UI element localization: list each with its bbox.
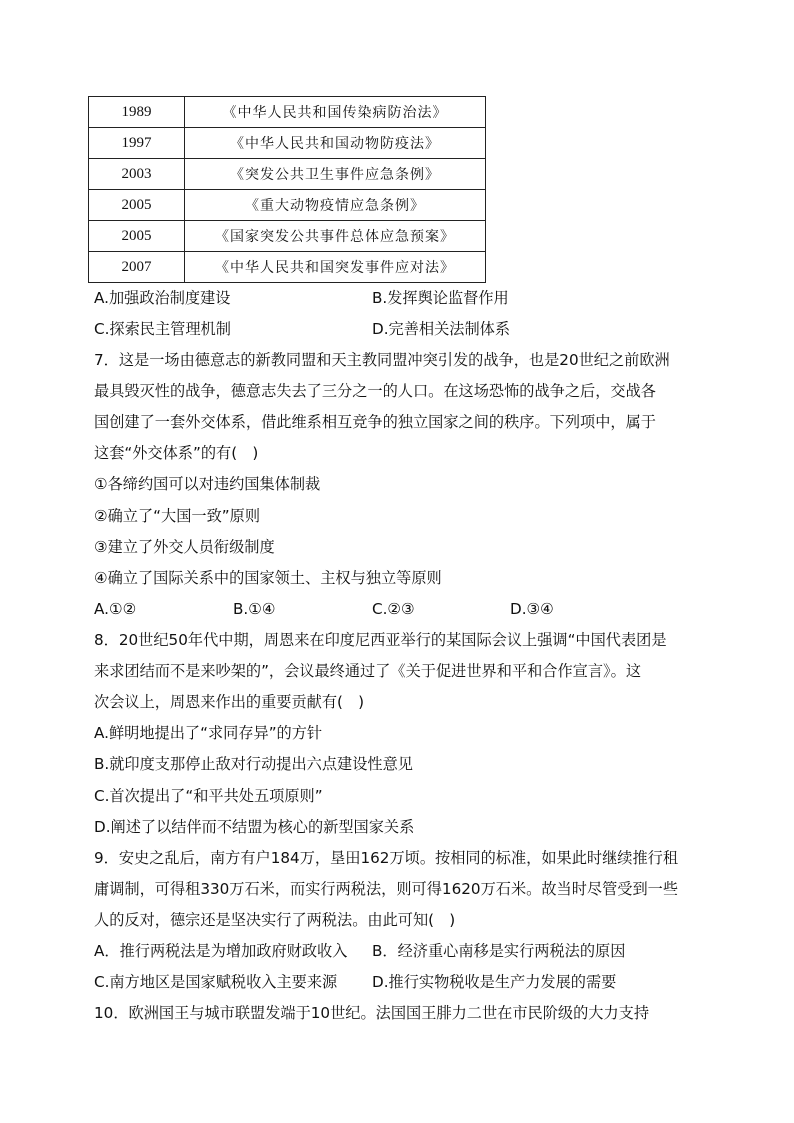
q9-stem-line: 人的反对，德宗还是坚决实行了两税法。由此可知( ) [94, 911, 456, 929]
q9-option-d: D.推行实物税收是生产力发展的需要 [372, 973, 617, 991]
laws-table [88, 96, 486, 283]
q8-stem-line: 次会议上，周恩来作出的重要贡献有( ) [94, 693, 365, 711]
q10-stem-line: 10．欧洲国王与城市联盟发端于10世纪。法国国王腓力二世在市民阶级的大力支持 [94, 1004, 650, 1022]
law-cell: 《中华人民共和国突发事件应对法》 [185, 252, 486, 283]
year-cell: 2007 [89, 252, 185, 283]
q9-stem-line: 9．安史之乱后，南方有户184万，垦田162万顷。按相同的标准，如果此时继续推行租 [94, 849, 679, 867]
law-cell: 《中华人民共和国传染病防治法》 [185, 97, 486, 128]
q8-option-c: C.首次提出了“和平共处五项原则” [94, 787, 323, 805]
q8-option-d: D.阐述了以结伴而不结盟为核心的新型国家关系 [94, 818, 415, 836]
year-cell: 1997 [89, 128, 185, 159]
q7-stem-line: 国创建了一套外交体系，借此维系相互竞争的独立国家之间的秩序。下列项中，属于 [94, 413, 656, 431]
law-cell: 《重大动物疫情应急条例》 [185, 190, 486, 221]
q7-item: ①各缔约国可以对违约国集体制裁 [94, 475, 321, 493]
year-cell: 2003 [89, 159, 185, 190]
q9-stem-line: 庸调制，可得租330万石米，而实行两税法，则可得1620万石米。故当时尽管受到一些 [94, 880, 679, 898]
law-cell: 《突发公共卫生事件应急条例》 [185, 159, 486, 190]
law-cell: 《国家突发公共事件总体应急预案》 [185, 221, 486, 252]
q6-option-a: A.加强政治制度建设 [94, 289, 231, 307]
q7-option-c: C.②③ [372, 600, 415, 618]
q7-stem-line: 最具毁灭性的战争，德意志失去了三分之一的人口。在这场恐怖的战争之后，交战各 [94, 382, 656, 400]
year-cell: 1989 [89, 97, 185, 128]
q7-item: ②确立了“大国一致”原则 [94, 507, 261, 525]
q9-option-a: A．推行两税法是为增加政府财政收入 [94, 942, 348, 960]
q7-option-d: D.③④ [510, 600, 554, 618]
q9-option-c: C.南方地区是国家赋税收入主要来源 [94, 973, 338, 991]
table-row [89, 221, 486, 252]
q6-option-b: B.发挥舆论监督作用 [372, 289, 509, 307]
q8-stem-line: 来求团结而不是来吵架的”，会议最终通过了《关于促进世界和平和合作宣言》。这 [94, 662, 642, 680]
q7-stem-line: 7．这是一场由德意志的新教同盟和天主教同盟冲突引发的战争，也是20世纪之前欧洲 [94, 351, 670, 369]
q8-stem-line: 8．20世纪50年代中期，周恩来在印度尼西亚举行的某国际会议上强调“中国代表团是 [94, 631, 667, 649]
q8-option-b: B.就印度支那停止敌对行动提出六点建设性意见 [94, 755, 413, 773]
law-cell: 《中华人民共和国动物防疫法》 [185, 128, 486, 159]
q7-item: ④确立了国际关系中的国家领土、主权与独立等原则 [94, 569, 442, 587]
q7-item: ③建立了外交人员衔级制度 [94, 538, 275, 556]
table-row [89, 252, 486, 283]
q7-option-b: B.①④ [233, 600, 276, 618]
q9-option-b: B．经济重心南移是实行两税法的原因 [372, 942, 626, 960]
q6-option-d: D.完善相关法制体系 [372, 320, 511, 338]
q7-stem-line: 这套“外交体系”的有( ) [94, 444, 259, 462]
year-cell: 2005 [89, 190, 185, 221]
table-row [89, 97, 486, 128]
q6-option-c: C.探索民主管理机制 [94, 320, 231, 338]
q8-option-a: A.鲜明地提出了“求同存异”的方针 [94, 724, 323, 742]
year-cell: 2005 [89, 221, 185, 252]
q7-option-a: A.①② [94, 600, 137, 618]
table-row [89, 159, 486, 190]
table-row [89, 190, 486, 221]
table-row [89, 128, 486, 159]
